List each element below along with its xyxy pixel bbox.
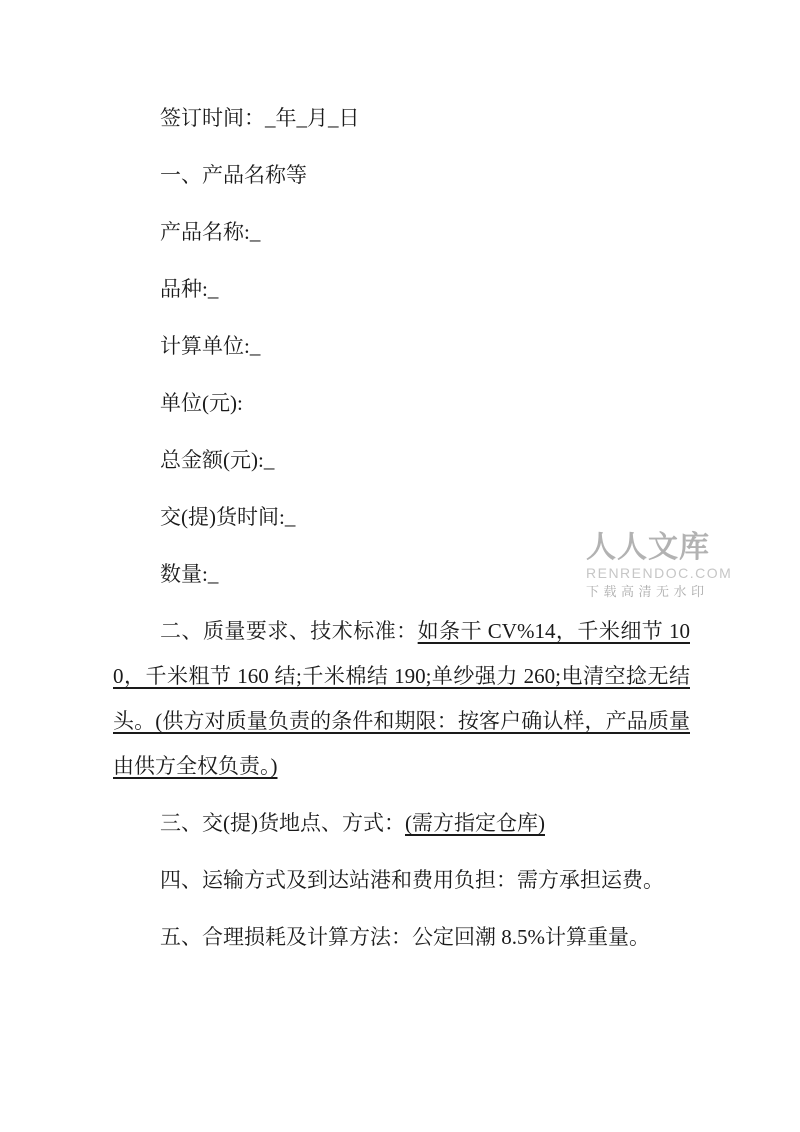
section-2-underlined-spec: 如条干 CV%14，千米细节 100，千米粗节 160 结;千米棉结 190;单纱强力 260;电清空捻无结头。(供方对质量负责的条件和期限：按客户确认样，产品质量由供方全权负责。) xyxy=(113,619,690,778)
field-delivery-time xyxy=(113,495,690,540)
section-3-underlined-value: (需方指定仓库) xyxy=(405,811,545,835)
field-total-amount-text: 总金额(元):_ xyxy=(160,448,275,472)
watermark-site-url: RENRENDOC.COM xyxy=(586,565,733,581)
section-5-loss-clause xyxy=(113,915,690,960)
sign-date-text: 签订时间：_年_月_日 xyxy=(160,106,360,130)
field-delivery-time-text: 交(提)货时间:_ xyxy=(160,505,296,529)
section-4-text: 四、运输方式及到达站港和费用负担：需方承担运费。 xyxy=(160,868,664,892)
section-1-heading xyxy=(113,153,690,198)
field-unit-of-measure xyxy=(113,324,690,369)
watermark-tagline: 下载高清无水印 xyxy=(586,584,709,599)
section-3-delivery-clause xyxy=(113,801,690,846)
field-variety-text: 品种:_ xyxy=(160,277,219,301)
sign-date-line xyxy=(113,96,690,141)
section-2-heading-text: 二、质量要求、技术标准： xyxy=(160,619,418,643)
watermark-logo-text: 人人文库 xyxy=(586,531,710,564)
section-4-transport-clause xyxy=(113,858,690,903)
section-1-heading-text: 一、产品名称等 xyxy=(160,163,307,187)
field-unit-price-text: 单位(元): xyxy=(160,391,243,415)
field-unit-of-measure-text: 计算单位:_ xyxy=(160,334,261,358)
field-product-name xyxy=(113,210,690,255)
section-5-text: 五、合理损耗及计算方法：公定回潮 8.5%计算重量。 xyxy=(160,925,650,949)
field-unit-price xyxy=(113,381,690,426)
field-variety xyxy=(113,267,690,312)
section-3-heading-text: 三、交(提)货地点、方式： xyxy=(160,811,405,835)
contract-body xyxy=(113,96,690,972)
field-quantity xyxy=(113,552,690,597)
section-2-quality-clause xyxy=(113,609,690,789)
field-total-amount xyxy=(113,438,690,483)
field-quantity-text: 数量:_ xyxy=(160,562,219,586)
field-product-name-text: 产品名称:_ xyxy=(160,220,261,244)
